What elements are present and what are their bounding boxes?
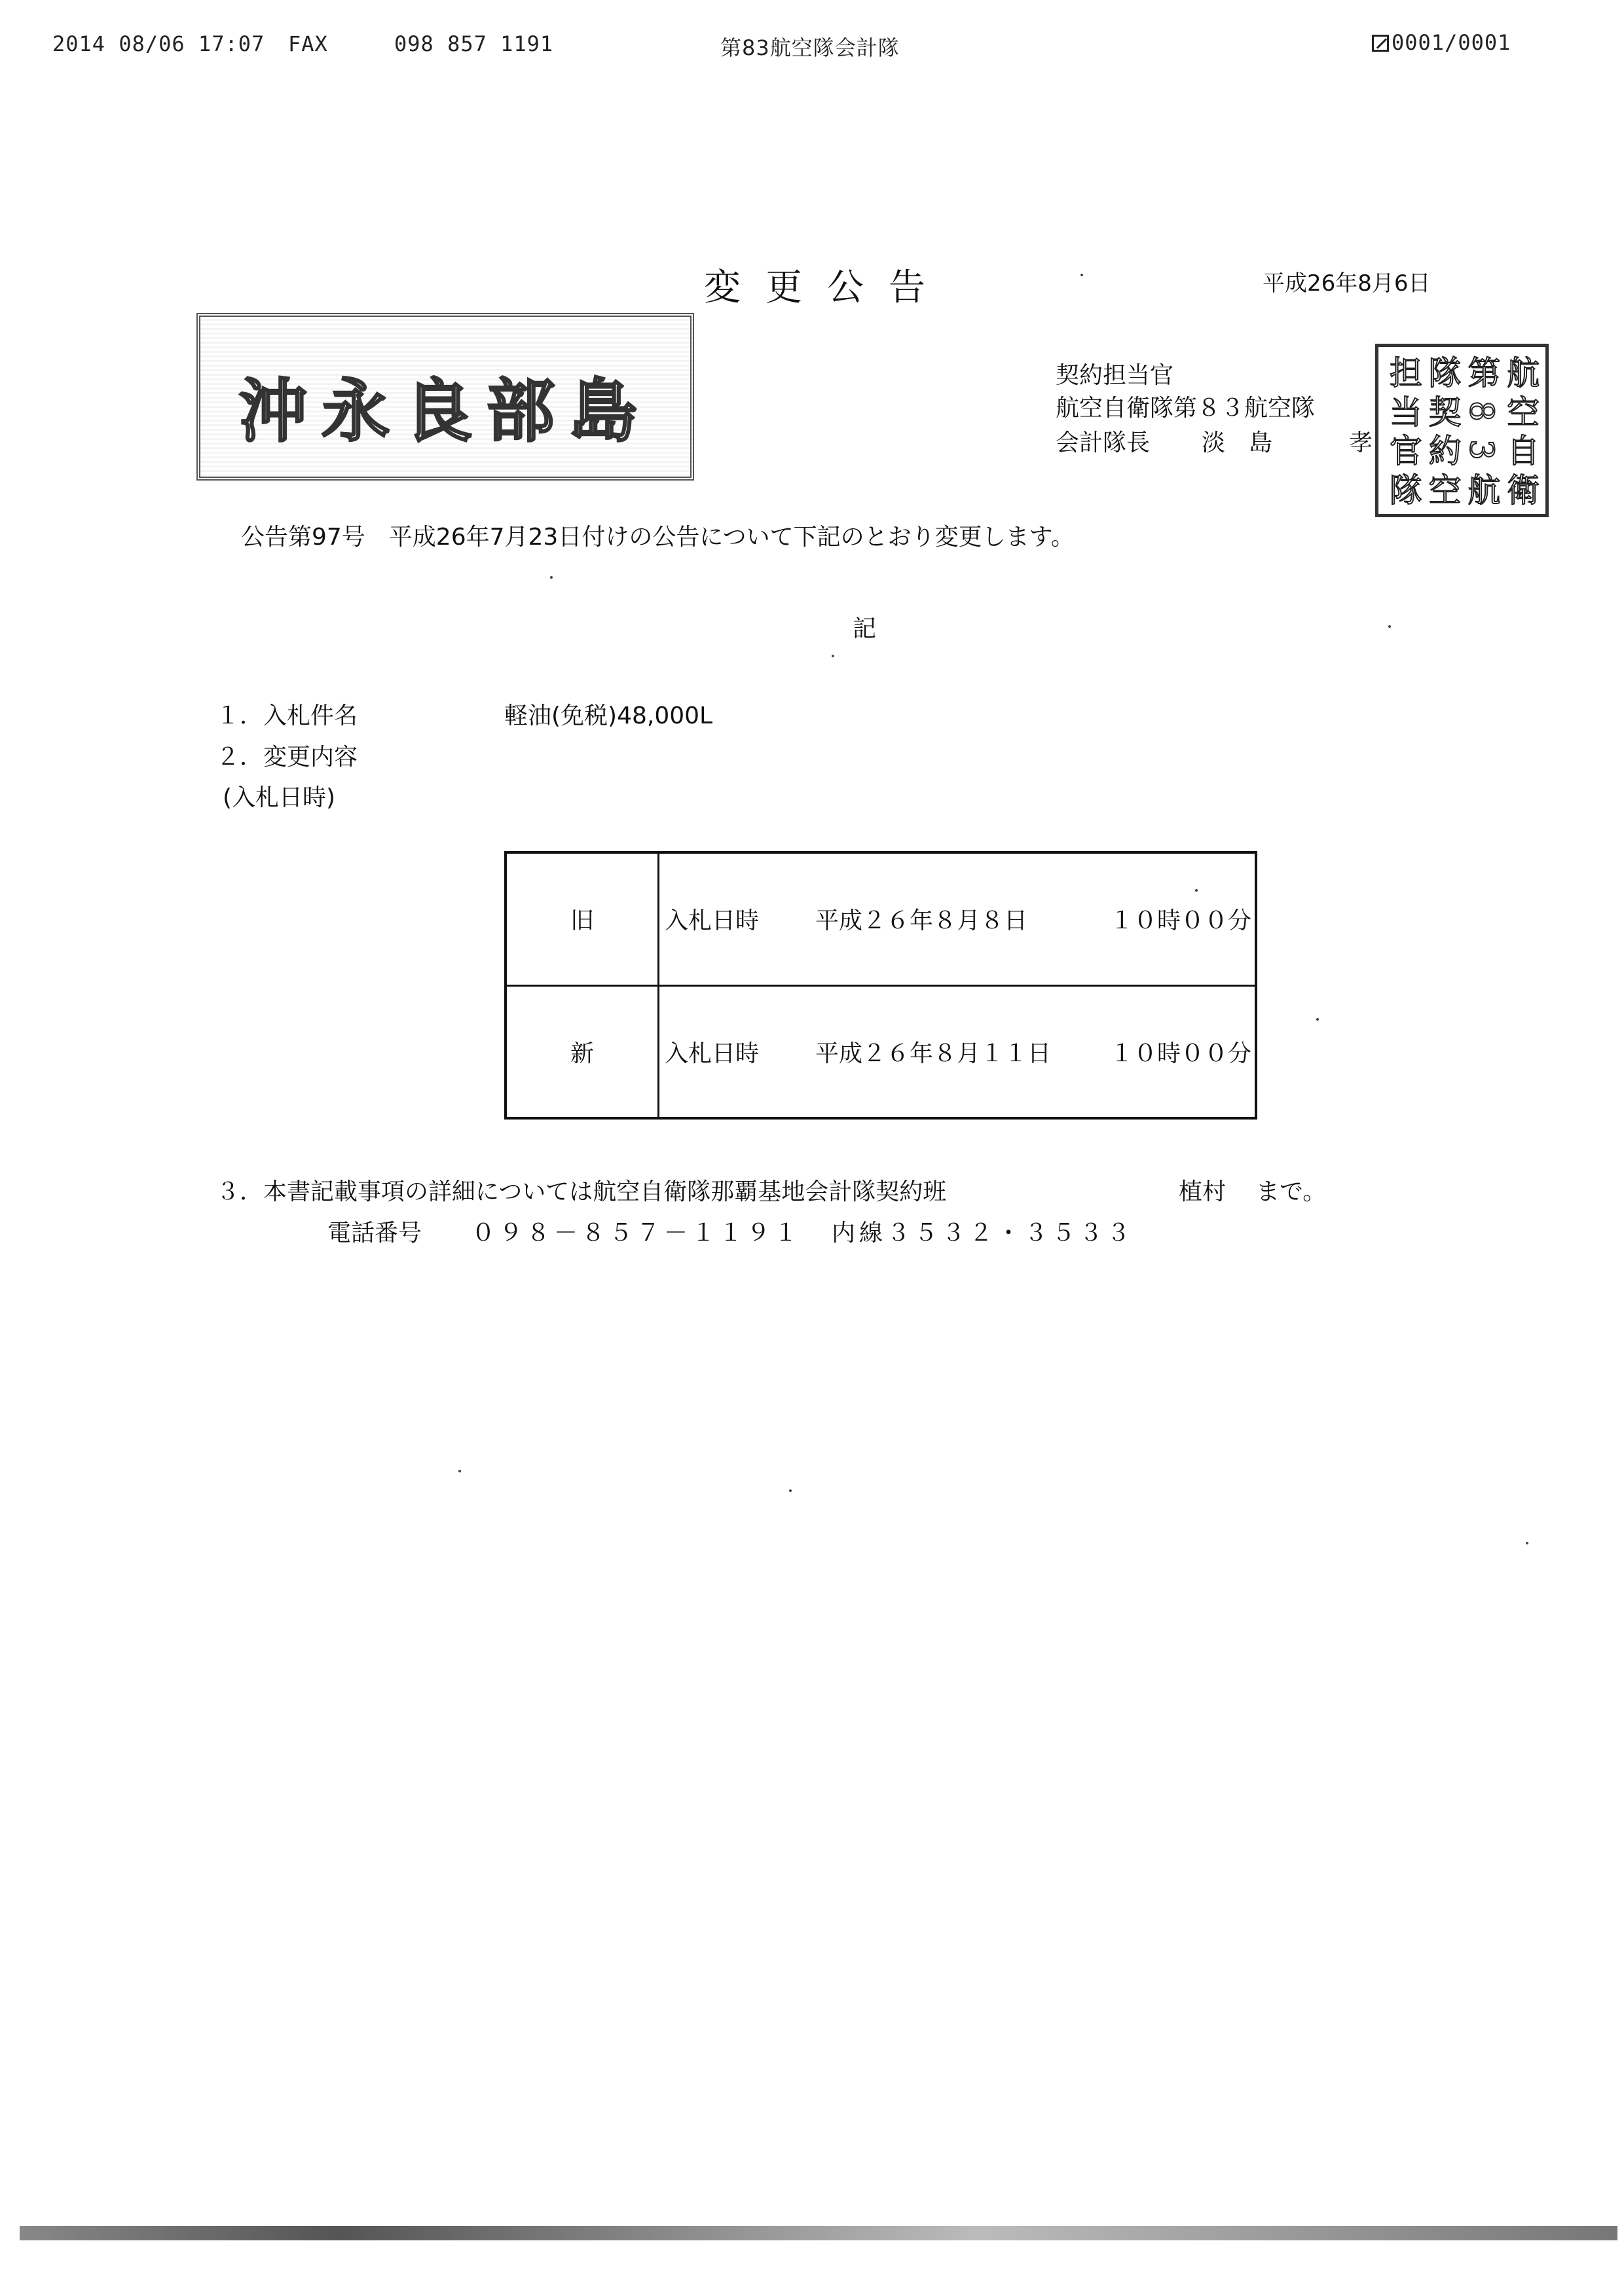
item3-contact-suffix: まで。 xyxy=(1256,1178,1327,1205)
fax-datetime: 2014 08/06 17:07 xyxy=(52,31,265,56)
row-detail-old xyxy=(659,852,1257,985)
row-label-old: 旧 xyxy=(506,852,659,985)
seal-char: 空 xyxy=(1423,473,1462,506)
seal-char: 航 xyxy=(1462,473,1501,506)
seal-char: 官 xyxy=(1384,433,1422,467)
received-stamp-text: 沖永良部島 xyxy=(238,371,652,451)
issuer-name: 淡 島 xyxy=(1202,429,1273,456)
item2-sub: (入札日時) xyxy=(223,784,336,811)
seal-char: 自 xyxy=(1502,433,1540,467)
scan-edge-bar xyxy=(20,2226,1617,2240)
fax-label: FAX xyxy=(288,31,328,56)
fax-page-icon xyxy=(1372,35,1389,52)
change-table xyxy=(504,851,1257,1120)
document-date: 平成26年8月6日 xyxy=(1263,270,1431,297)
issuer-organization: 航空自衛隊第８３航空隊 xyxy=(1056,395,1316,422)
row-time: １０時００分 xyxy=(1110,1040,1252,1067)
seal-char: 担 xyxy=(1384,355,1422,388)
scan-speck xyxy=(1388,625,1391,628)
item3-text: ３．本書記載事項の詳細については航空自衛隊那覇基地会計隊契約班 xyxy=(216,1178,947,1205)
issuer-role: 会計隊長 xyxy=(1056,429,1151,456)
table-row-old xyxy=(506,852,1256,985)
scan-speck xyxy=(550,576,553,579)
row-field: 入札日時 xyxy=(665,1040,760,1067)
seal-char: 3 xyxy=(1462,439,1501,461)
seal-char: 契 xyxy=(1423,394,1462,428)
scan-speck xyxy=(832,655,834,657)
seal-char: 隊 xyxy=(1423,355,1462,388)
fax-sender: 第83航空隊会計隊 xyxy=(720,35,900,60)
item1-label: １．入札件名 xyxy=(216,702,358,729)
phone-number: ０９８－８５７－１１９１ xyxy=(471,1220,802,1247)
received-stamp xyxy=(196,313,694,481)
seal-char: 衛 xyxy=(1502,473,1540,506)
scan-speck xyxy=(1526,1542,1528,1544)
item2-label: ２．変更内容 xyxy=(216,744,358,771)
seal-char: 8 xyxy=(1462,400,1501,422)
row-date: 平成２６年８月８日 xyxy=(815,907,1028,935)
row-time: １０時００分 xyxy=(1110,907,1252,935)
seal-char: 空 xyxy=(1502,394,1540,428)
official-seal xyxy=(1375,344,1549,517)
seal-char: 隊 xyxy=(1384,473,1422,506)
phone-label: 電話番号 xyxy=(327,1220,422,1247)
scan-speck xyxy=(1316,1018,1319,1021)
fax-number: 098 857 1191 xyxy=(394,31,554,56)
row-field: 入札日時 xyxy=(665,907,760,935)
intro-sentence: 公告第97号 平成26年7月23日付けの公告について下記のとおり変更します。 xyxy=(241,524,1075,551)
document-title: 変更公告 xyxy=(704,266,950,309)
row-date: 平成２６年８月１１日 xyxy=(815,1040,1052,1067)
row-label-new: 新 xyxy=(506,985,659,1118)
seal-char: 航 xyxy=(1502,355,1540,388)
ki-heading: 記 xyxy=(853,615,877,642)
scan-speck xyxy=(789,1489,792,1492)
scan-speck xyxy=(1195,889,1198,892)
issuer-name-suffix: 孝 xyxy=(1349,429,1373,456)
table-row-new xyxy=(506,985,1256,1118)
item3-contact-name: 植村 xyxy=(1179,1178,1227,1205)
seal-char: 約 xyxy=(1423,433,1462,467)
seal-char: 当 xyxy=(1384,394,1422,428)
fax-page-number: 0001/0001 xyxy=(1392,30,1511,55)
item1-value: 軽油(免税)48,000L xyxy=(504,702,713,729)
row-detail-new xyxy=(659,985,1257,1118)
seal-char: 第 xyxy=(1462,355,1501,388)
scan-speck xyxy=(1080,274,1083,276)
fax-page-counter xyxy=(1372,30,1511,55)
scan-speck xyxy=(458,1470,461,1472)
official-seal-grid xyxy=(1384,352,1540,509)
issuer-title: 契約担当官 xyxy=(1056,362,1174,389)
phone-extension: 内線３５３２・３５３３ xyxy=(832,1220,1135,1247)
